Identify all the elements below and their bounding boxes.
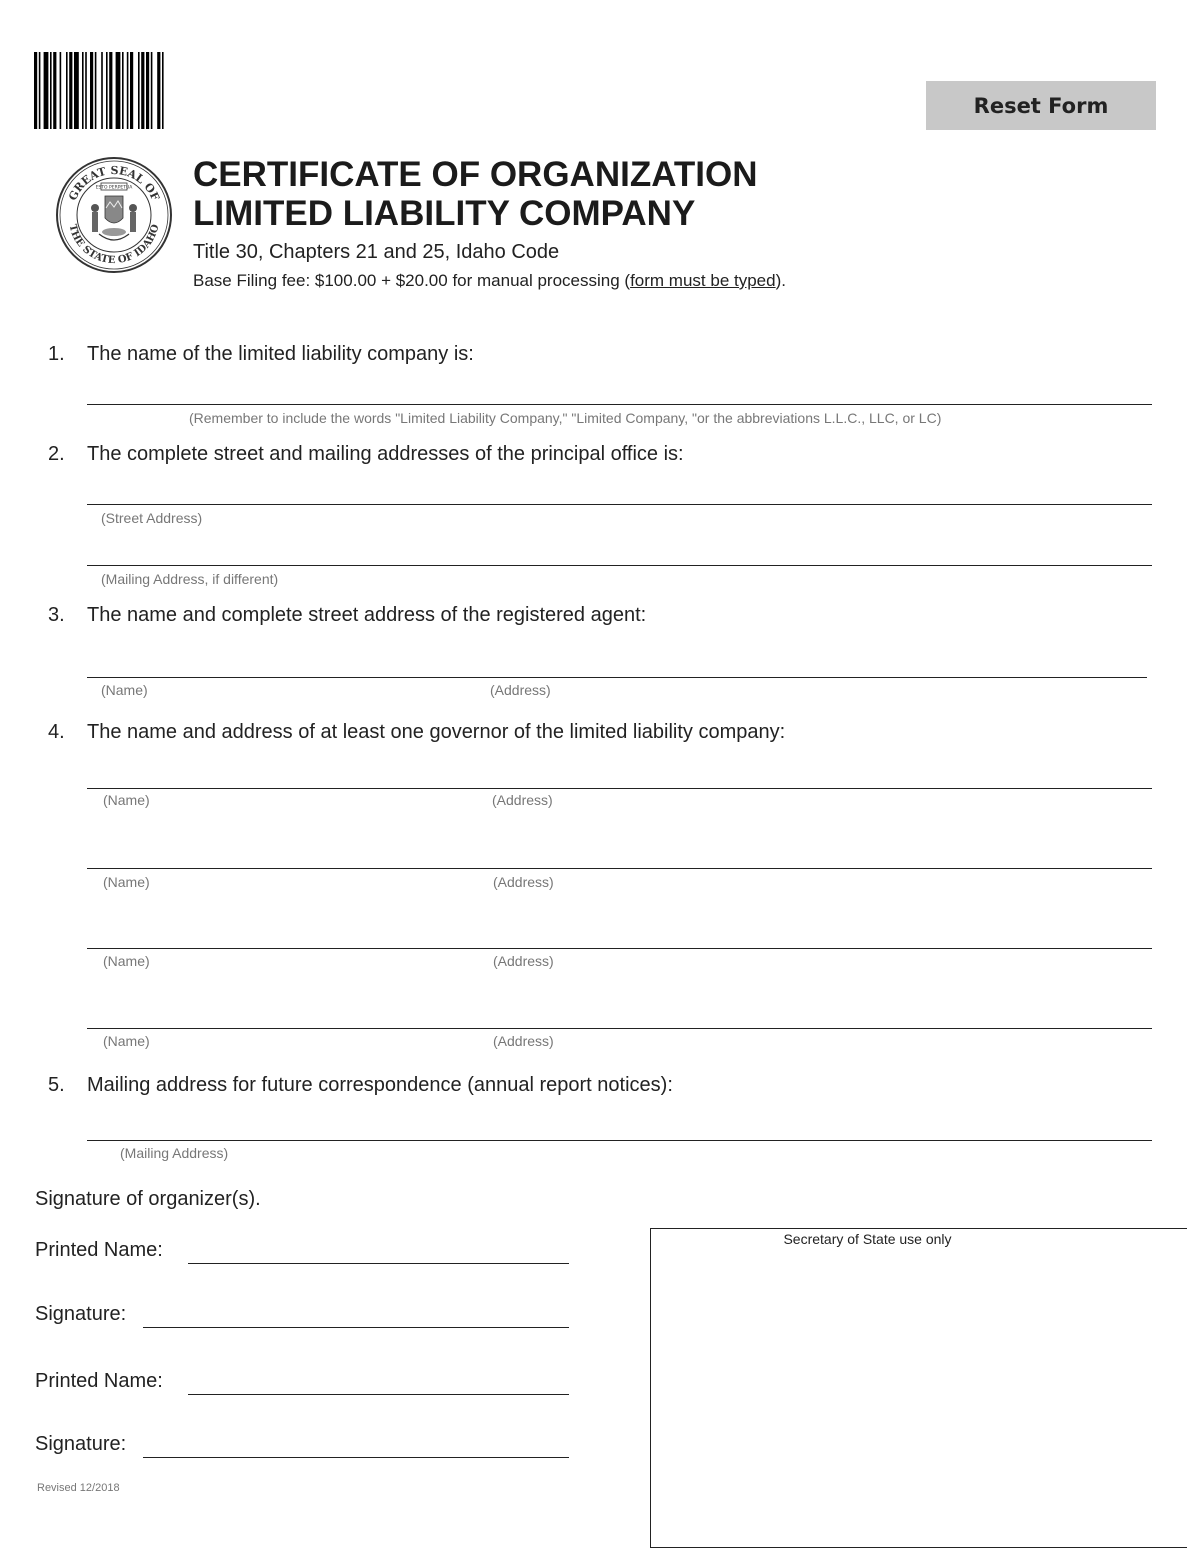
- section-3-number: 3.: [48, 604, 65, 626]
- correspondence-address-hint: (Mailing Address): [120, 1145, 229, 1161]
- agent-address-hint: (Address): [490, 682, 551, 698]
- section-1-number: 1.: [48, 343, 65, 365]
- governor-4-name-hint: (Name): [103, 1033, 150, 1049]
- secretary-of-state-label: Secretary of State use only: [783, 1231, 952, 1247]
- registered-agent-field[interactable]: [87, 677, 1147, 678]
- revision-date: Revised 12/2018: [37, 1482, 120, 1494]
- signature-heading: Signature of organizer(s).: [35, 1188, 261, 1210]
- section-5-question: Mailing address for future correspondence (annual report notices):: [87, 1074, 673, 1096]
- seal-text-top: GREAT SEAL OF: [66, 163, 162, 203]
- governor-4-field[interactable]: [87, 1028, 1152, 1029]
- printed-name-2-label: Printed Name:: [35, 1370, 163, 1392]
- mailing-address-hint: (Mailing Address, if different): [101, 571, 279, 587]
- governor-2-name-hint: (Name): [103, 874, 150, 890]
- llc-name-hint: (Remember to include the words "Limited Liability Company," "Limited Company, "or the abbreviations L.L.C., LLC, or LC): [189, 410, 942, 426]
- governor-3-field[interactable]: [87, 948, 1152, 949]
- governor-3-name-hint: (Name): [103, 953, 150, 969]
- governor-1-field[interactable]: [87, 788, 1152, 789]
- section-4-number: 4.: [48, 721, 65, 743]
- fee-prefix: Base Filing fee: $100.00 + $20.00 for manual processing (: [193, 271, 631, 290]
- governor-2-field[interactable]: [87, 868, 1152, 869]
- correspondence-address-field[interactable]: [87, 1140, 1152, 1141]
- llc-name-field[interactable]: [87, 404, 1152, 405]
- seal-motto: ESTO PERPETUA: [95, 185, 133, 191]
- reset-form-button[interactable]: Reset Form: [926, 81, 1156, 130]
- street-address-field[interactable]: [87, 504, 1152, 505]
- form-subtitle: Title 30, Chapters 21 and 25, Idaho Code: [193, 241, 560, 263]
- street-address-hint: (Street Address): [101, 510, 203, 526]
- printed-name-2-field[interactable]: [188, 1394, 569, 1395]
- printed-name-1-label: Printed Name:: [35, 1239, 163, 1261]
- section-1-question: The name of the limited liability company is:: [87, 343, 474, 365]
- agent-name-hint: (Name): [101, 682, 148, 698]
- signature-2-field[interactable]: [143, 1457, 569, 1458]
- governor-4-address-hint: (Address): [493, 1033, 554, 1049]
- signature-2-label: Signature:: [35, 1433, 127, 1455]
- printed-name-1-field[interactable]: [188, 1263, 569, 1264]
- fee-suffix: ).: [775, 271, 786, 290]
- section-4-question: The name and address of at least one governor of the limited liability company:: [87, 721, 786, 743]
- signature-1-label: Signature:: [35, 1303, 127, 1325]
- fee-underlined: form must be typed: [630, 271, 776, 290]
- form-title-line2: LIMITED LIABILITY COMPANY: [193, 194, 696, 233]
- section-3-question: The name and complete street address of the registered agent:: [87, 604, 647, 626]
- governor-3-address-hint: (Address): [493, 953, 554, 969]
- governor-2-address-hint: (Address): [493, 874, 554, 890]
- idaho-state-seal-icon: [55, 156, 173, 274]
- section-5-number: 5.: [48, 1074, 65, 1096]
- signature-1-field[interactable]: [143, 1327, 569, 1328]
- governor-1-name-hint: (Name): [103, 792, 150, 808]
- governor-1-address-hint: (Address): [492, 792, 553, 808]
- form-title-line1: CERTIFICATE OF ORGANIZATION: [193, 155, 758, 194]
- section-2-question: The complete street and mailing addresses of the principal office is:: [87, 443, 684, 465]
- mailing-address-field[interactable]: [87, 565, 1152, 566]
- seal-text-bottom: THE STATE OF IDAHO: [66, 223, 162, 267]
- section-2-number: 2.: [48, 443, 65, 465]
- filing-fee-note: [193, 271, 786, 291]
- barcode: [34, 52, 268, 129]
- secretary-of-state-box: [650, 1228, 1187, 1548]
